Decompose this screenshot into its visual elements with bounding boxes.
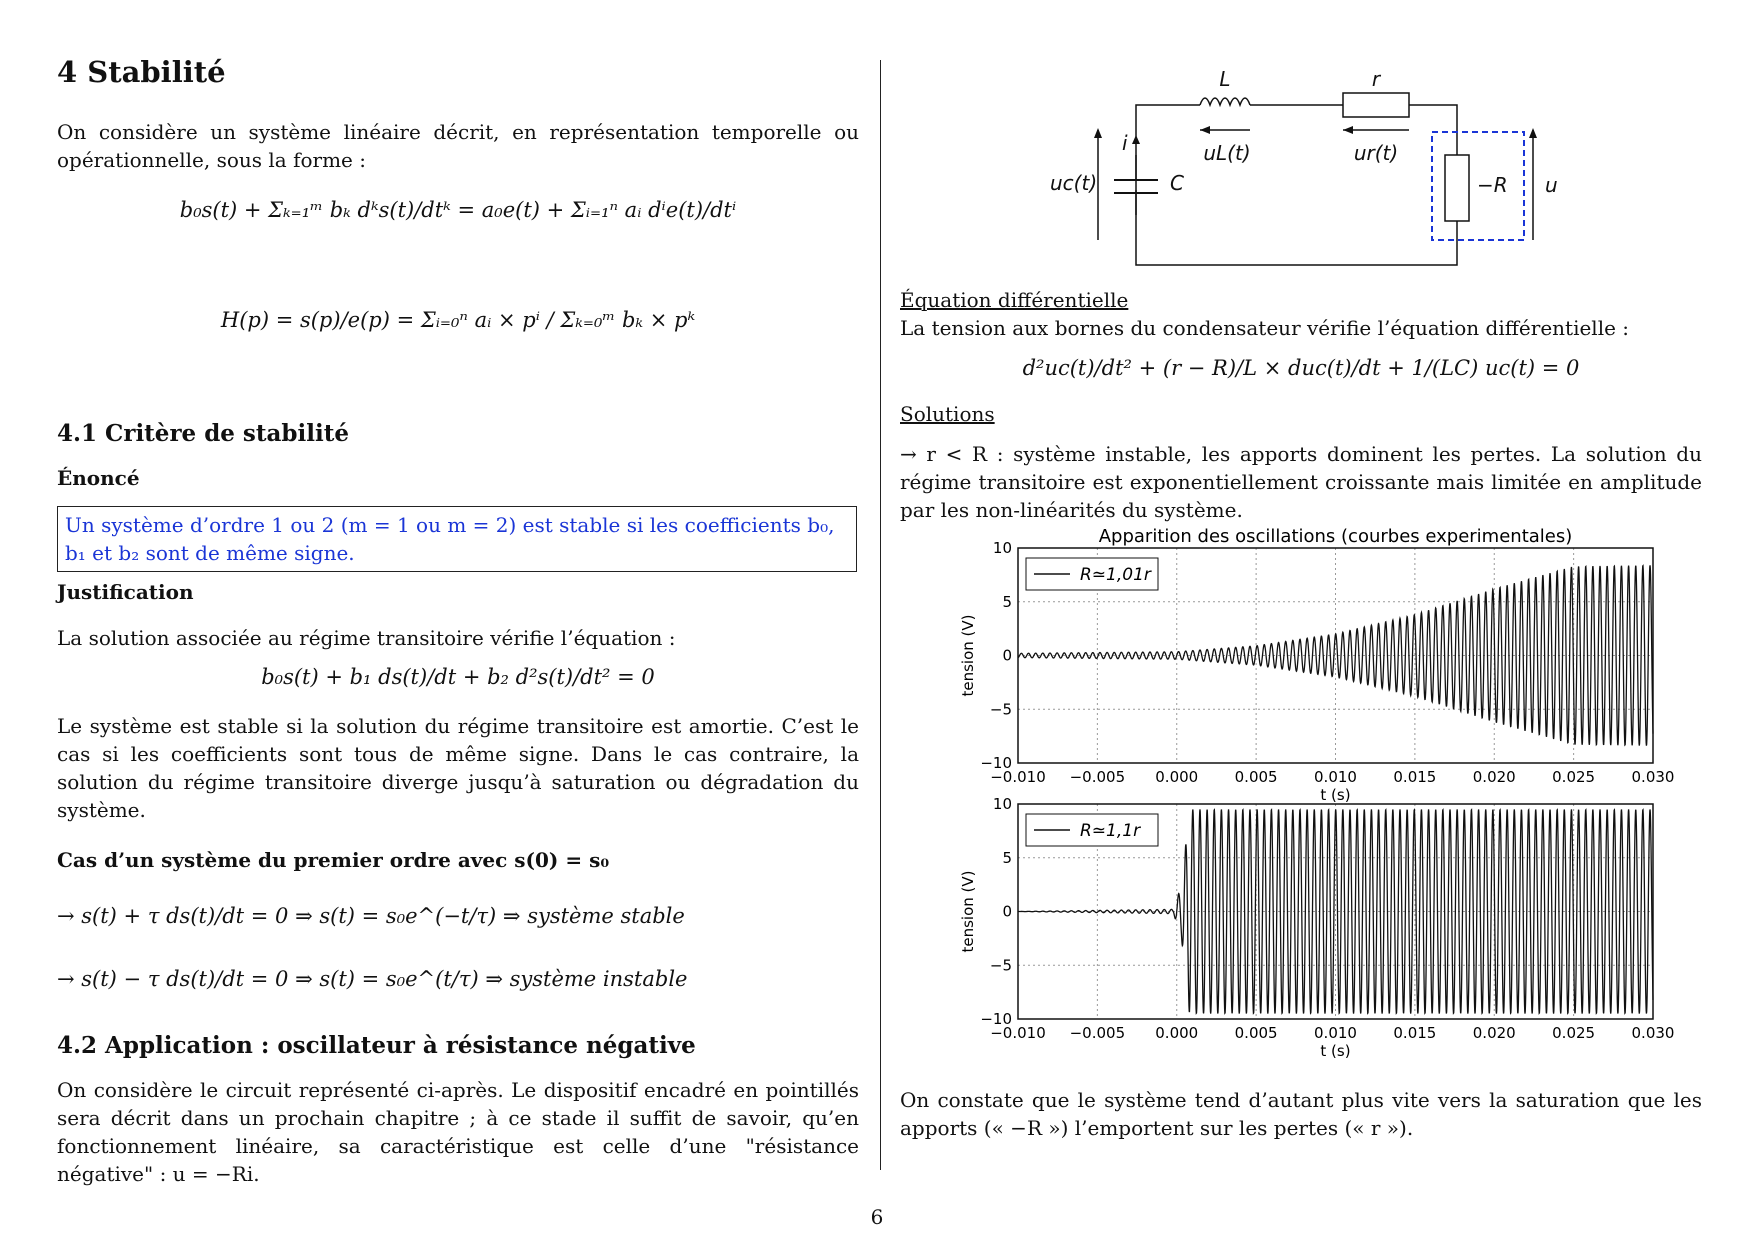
- y-axis-label: tension (V): [959, 614, 977, 697]
- eqdiff-intro: La tension aux bornes du condensateur vérifie l’équation différentielle :: [900, 316, 1630, 340]
- column-divider: [880, 60, 881, 1170]
- legend-label: R≃1,01r: [1080, 565, 1151, 585]
- x-tick-label: 0.000: [1155, 1024, 1199, 1042]
- y-tick-label: 0: [1002, 646, 1012, 665]
- first-order-stable: → s(t) + τ ds(t)/dt = 0 ⇒ s(t) = s₀e^(−t/τ) ⇒ système stable: [57, 904, 685, 928]
- x-tick-label: 0.020: [1472, 768, 1516, 786]
- x-axis-label: t (s): [1320, 786, 1351, 804]
- y-tick-label: 10: [992, 539, 1012, 557]
- x-tick-label: −0.005: [1069, 768, 1126, 786]
- y-tick-label: −10: [980, 1010, 1012, 1028]
- label-i: i: [1122, 131, 1128, 155]
- y-tick-label: −5: [989, 700, 1012, 719]
- y-tick-label: −5: [989, 956, 1012, 975]
- y-tick-label: 0: [1002, 902, 1012, 921]
- intro-text: On considère un système linéaire décrit, en représentation temporelle ou opérationnelle, sous la forme :: [57, 120, 859, 172]
- y-tick-label: −10: [980, 754, 1012, 772]
- section-title: 4 Stabilité: [57, 55, 226, 89]
- justification-title: Justification: [57, 580, 194, 604]
- justification-intro: La solution associée au régime transitoire vérifie l’équation :: [57, 626, 676, 650]
- eqdiff-equation: d²uc(t)/dt² + (r − R)/L × duc(t)/dt + 1/(LC) uc(t) = 0: [1022, 356, 1580, 380]
- label-r: r: [1371, 67, 1381, 91]
- x-tick-label: 0.015: [1393, 768, 1437, 786]
- label-L: L: [1219, 67, 1231, 91]
- x-tick-label: −0.010: [990, 768, 1046, 786]
- application-text: On considère le circuit représenté ci-après. Le dispositif encadré en pointillés sera décrit dans un prochain chapitre ; à ce stade il suffit de savoir, qu’en fonctionnement linéaire, sa caractéristique est celle d’une "résistance négative" : u = −Ri.: [57, 1078, 859, 1186]
- label-u: u: [1545, 173, 1558, 197]
- solutions-text: → r < R : système instable, les apports dominent les pertes. La solution du régime transitoire est exponentiellement croissante mais limitée en amplitude par les non-linéarités du système.: [900, 442, 1702, 522]
- label-uL: uL(t): [1203, 141, 1251, 165]
- enonce-box: Un système d’ordre 1 ou 2 (m = 1 ou m = 2) est stable si les coefficients b₀, b₁ et b₂ sont de même signe.: [57, 506, 857, 572]
- x-tick-label: 0.005: [1234, 1024, 1278, 1042]
- x-tick-label: 0.005: [1234, 768, 1278, 786]
- x-tick-label: 0.030: [1631, 768, 1675, 786]
- x-tick-label: 0.025: [1552, 1024, 1596, 1042]
- x-axis-label: t (s): [1320, 1042, 1351, 1060]
- label-uc: uc(t): [1050, 171, 1098, 195]
- oscillation-charts: [900, 526, 1702, 1066]
- x-tick-label: 0.015: [1393, 1024, 1437, 1042]
- x-tick-label: 0.010: [1314, 1024, 1357, 1042]
- label-C: C: [1170, 171, 1184, 195]
- equation-differential: b₀s(t) + Σₖ₌₁ᵐ bₖ dᵏs(t)/dtᵏ = a₀e(t) + Σᵢ₌₁ⁿ aᵢ dⁱe(t)/dtⁱ: [179, 198, 737, 222]
- justification-text: Le système est stable si la solution du régime transitoire est amortie. C’est le cas si les coefficients sont tous de même signe. Dans le cas contraire, la solution du régime transitoire diverge jusqu’à saturation ou dégradation du système.: [57, 714, 859, 822]
- eqdiff-title: Équation différentielle: [900, 288, 1129, 312]
- subsection-title-application: 4.2 Application : oscillateur à résistance négative: [57, 1032, 696, 1059]
- subsection-title-stability-criterion: 4.1 Critère de stabilité: [57, 420, 349, 447]
- conclusion-text: On constate que le système tend d’autant plus vite vers la saturation que les apports (« −R ») l’emportent sur les pertes (« r »).: [900, 1088, 1702, 1140]
- label-ur: ur(t): [1353, 141, 1399, 165]
- chart-title: Apparition des oscillations (courbes experimentales): [1098, 526, 1573, 547]
- page-number: 6: [870, 1205, 884, 1229]
- label-minus-R: −R: [1477, 173, 1508, 197]
- circuit-diagram: [900, 60, 1702, 295]
- enonce-title: Énoncé: [57, 466, 140, 490]
- solutions-title: Solutions: [900, 402, 995, 426]
- x-tick-label: 0.030: [1631, 1024, 1675, 1042]
- justification-equation: b₀s(t) + b₁ ds(t)/dt + b₂ d²s(t)/dt² = 0: [261, 665, 655, 689]
- x-tick-label: 0.000: [1155, 768, 1199, 786]
- y-axis-label: tension (V): [959, 870, 977, 953]
- equation-transfer-function: H(p) = s(p)/e(p) = Σᵢ₌₀ⁿ aᵢ × pⁱ / Σₖ₌₀ᵐ bₖ × pᵏ: [220, 308, 696, 332]
- y-tick-label: 10: [992, 795, 1012, 813]
- x-tick-label: −0.010: [990, 1024, 1046, 1042]
- x-tick-label: 0.025: [1552, 768, 1596, 786]
- first-order-title: Cas d’un système du premier ordre avec s(0) = s₀: [57, 848, 610, 872]
- x-tick-label: 0.010: [1314, 768, 1357, 786]
- first-order-unstable: → s(t) − τ ds(t)/dt = 0 ⇒ s(t) = s₀e^(t/τ) ⇒ système instable: [57, 967, 688, 991]
- x-tick-label: 0.020: [1472, 1024, 1516, 1042]
- y-tick-label: 5: [1002, 848, 1012, 867]
- x-tick-label: −0.005: [1069, 1024, 1126, 1042]
- legend-label: R≃1,1r: [1080, 821, 1141, 841]
- y-tick-label: 5: [1002, 592, 1012, 611]
